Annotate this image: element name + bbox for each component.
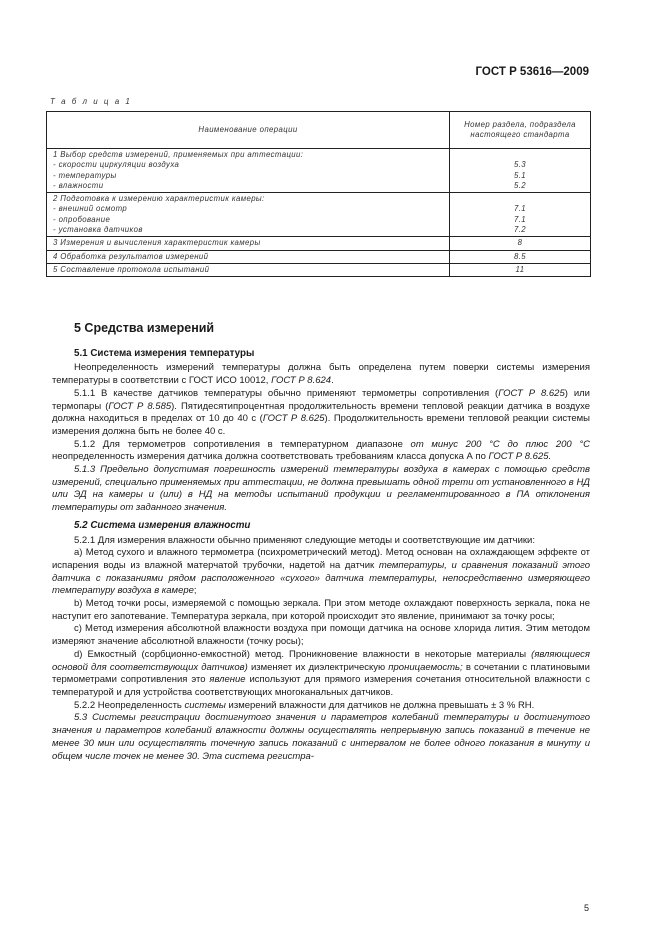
header-line: Номер раздела, подраздела bbox=[464, 119, 576, 129]
section-ref: 7.1 bbox=[513, 214, 527, 224]
section-ref: 5.1 bbox=[513, 170, 527, 180]
operation-line: - внешний осмотр bbox=[53, 204, 128, 214]
text-run: (являющиеся основой для соответствующих датчиков) bbox=[52, 648, 590, 673]
operation-cell bbox=[47, 237, 450, 250]
text-run: ) или термопары ( bbox=[52, 387, 590, 412]
operation-line: 1 Выбор средств измерений, применяемых при аттестации: bbox=[53, 150, 304, 159]
operation-cell bbox=[47, 263, 450, 276]
operation-cell bbox=[47, 149, 450, 193]
section-ref-cell bbox=[450, 263, 591, 276]
text-run: d) Емкостный (сорбционно-емкостной) метод. Проникновение влажности в некоторые материалы bbox=[74, 648, 532, 660]
text-run: ). Пятидесятипроцентная продолжительность времени тепловой реакции датчика в воздухе должна находиться в пределах от 10 до 40 с ( bbox=[52, 400, 590, 425]
table-row bbox=[47, 263, 591, 276]
paragraph bbox=[52, 547, 590, 598]
section-ref bbox=[456, 150, 584, 160]
paragraph bbox=[52, 439, 590, 464]
header-line: настоящего стандарта bbox=[470, 130, 570, 139]
text-run: c) Метод измерения абсолютной влажности воздуха при помощи датчика на основе хлорида лития. Этим методом измеряют значение абсолютной влажности (точку росы); bbox=[52, 623, 590, 648]
text-run: 5.1.2 Для термометров сопротивления в температурном диапазоне bbox=[74, 438, 411, 450]
standard-number-header: ГОСТ Р 53616—2009 bbox=[475, 66, 589, 78]
text-run: Неопределенность измерений температуры должна быть определена путем поверки системы измерения температуры в соответствии с ГОСТ ИСО 10012, bbox=[52, 362, 590, 387]
page-number: 5 bbox=[583, 903, 589, 913]
text-run: ГОСТ Р 8.585 bbox=[108, 400, 172, 412]
text-run: 5.1.3 Предельно допустимая погрешность измерений температуры воздуха в камерах с помощью средств измерений, специально применяемых при аттестации, не должна превышать одной трети от установленного в НД или ЭД на камеры и (или) в НД на методы испытаний продукции и регламентированного в ПА отклонения температуры от заданного значения. bbox=[52, 464, 590, 514]
operation-line: 4 Обработка результатов измерений bbox=[53, 251, 209, 261]
text-run: ГОСТ Р 8.624 bbox=[271, 375, 332, 387]
text-run: 5.2.2 Неопределенность bbox=[74, 699, 185, 711]
section-ref: 11 bbox=[515, 264, 525, 274]
text-run: явление bbox=[209, 674, 246, 686]
text-run: 5.1.1 В качестве датчиков температуры обычно применяют термометры сопротивления ( bbox=[74, 387, 499, 399]
paragraph bbox=[52, 623, 590, 648]
text-run: ; bbox=[193, 585, 197, 597]
header-operation-name: Наименование операции bbox=[47, 112, 450, 149]
table-row bbox=[47, 149, 591, 193]
paragraph bbox=[52, 388, 590, 439]
text-run: b) Метод точки росы, измеряемой с помощью зеркала. При этом методе охлаждают поверхность зеркала, пока не наступит его запотевание. Температура зеркала, при которой происходит это явление, принимают за точку росы; bbox=[52, 598, 590, 622]
paragraph bbox=[52, 464, 590, 515]
section-ref-cell bbox=[450, 250, 591, 263]
paragraph bbox=[52, 535, 590, 548]
operation-cell bbox=[47, 193, 450, 237]
paragraph bbox=[52, 712, 590, 763]
header-section-number bbox=[450, 112, 591, 149]
text-run: неопределенность измерения датчика должна соответствовать требованиям класса допуска А по bbox=[52, 451, 489, 463]
section-ref-cell bbox=[450, 193, 591, 237]
text-run: используют для прямого измерения сочетания относительной влажности с температурой и для устройства соответствующих многоканальных датчиков. bbox=[52, 674, 590, 698]
text-run: ). Продолжительность времени тепловой реакции системы измерения должна быть не более 40 с. bbox=[52, 413, 591, 437]
text-run: 5.3 Системы регистрации достигнутого значения и параметров колебаний температуры и достигнутого значения и параметров колебаний влажности должны осуществлять непрерывную запись показаний в течение не менее 30 мин или осуществлять точечную запись показаний с интервалом не более одного показания в минуту и общем числе точек не менее 30. Эта система регистра- bbox=[52, 712, 590, 762]
section-ref-cell bbox=[450, 237, 591, 250]
section-ref: 8.5 bbox=[513, 251, 527, 261]
table-row bbox=[47, 237, 591, 250]
operation-line: 3 Измерения и вычисления характеристик камеры bbox=[53, 238, 261, 248]
section-ref: 5.3 bbox=[513, 160, 527, 170]
text-run: 5.2.1 Для измерения влажности обычно применяют следующие методы и соответствующие им датчики: bbox=[74, 534, 536, 546]
operation-cell bbox=[47, 250, 450, 263]
section-heading: 5 Средства измерений bbox=[74, 321, 215, 335]
text-run: ГОСТ Р 8.625 bbox=[262, 413, 325, 425]
section-ref bbox=[456, 194, 584, 204]
text-run: изменяет их диэлектрическую bbox=[247, 661, 389, 673]
operations-table bbox=[46, 111, 591, 277]
text-run: от минус 200 °С до плюс 200 °С bbox=[410, 438, 590, 450]
section-ref: 7.1 bbox=[513, 204, 527, 214]
text-run: a) Метод сухого и влажного термометра (психрометрический метод). Метод основан на охлаждающем эффекте от испарения воды из влажной матерчатой трубочки, надетой на датчик bbox=[52, 547, 590, 571]
text-run: проницаемость; bbox=[388, 661, 463, 673]
text-run: температуры, и сравнения показаний этого датчика с показаниями рядом расположенного «сухого» датчика температуры, непосредственно измеряющего температуру воздуха в камере bbox=[52, 559, 590, 597]
operation-line: - опробование bbox=[53, 214, 111, 224]
paragraph bbox=[52, 649, 590, 700]
paragraph bbox=[52, 598, 590, 623]
text-run: ГОСТ Р 8.625. bbox=[488, 451, 552, 463]
table-header-row bbox=[47, 112, 591, 149]
operation-line: - скорости циркуляции воздуха bbox=[53, 160, 180, 170]
section-ref: 8 bbox=[517, 238, 523, 248]
text-run: ГОСТ Р 8.625 bbox=[498, 387, 565, 399]
table-caption: Т а б л и ц а 1 bbox=[50, 97, 132, 106]
table-row bbox=[47, 250, 591, 263]
operation-line: 5 Составление протокола испытаний bbox=[53, 264, 210, 274]
text-run: системы bbox=[184, 699, 226, 711]
section-ref: 5.2 bbox=[513, 180, 527, 190]
paragraph bbox=[52, 362, 590, 387]
operation-line: - влажности bbox=[53, 180, 104, 190]
operation-line: 2 Подготовка к измерению характеристик камеры: bbox=[53, 194, 265, 204]
section-ref: 7.2 bbox=[513, 225, 527, 235]
operation-line: - температуры bbox=[53, 170, 117, 180]
text-run: измерений влажности для датчиков не должна превышать ± 3 % RH. bbox=[225, 699, 535, 711]
paragraph bbox=[52, 700, 590, 713]
table-row bbox=[47, 193, 591, 237]
subsection-heading: 5.2 Система измерения влажности bbox=[74, 519, 251, 531]
section-ref-cell bbox=[450, 149, 591, 193]
text-run: в сочетании с платиновыми термометрами сопротивления это bbox=[52, 661, 590, 686]
text-run: . bbox=[331, 375, 334, 387]
subsection-heading: 5.1 Система измерения температуры bbox=[74, 347, 255, 359]
operation-line: - установка датчиков bbox=[53, 225, 143, 235]
document-body bbox=[52, 322, 590, 763]
